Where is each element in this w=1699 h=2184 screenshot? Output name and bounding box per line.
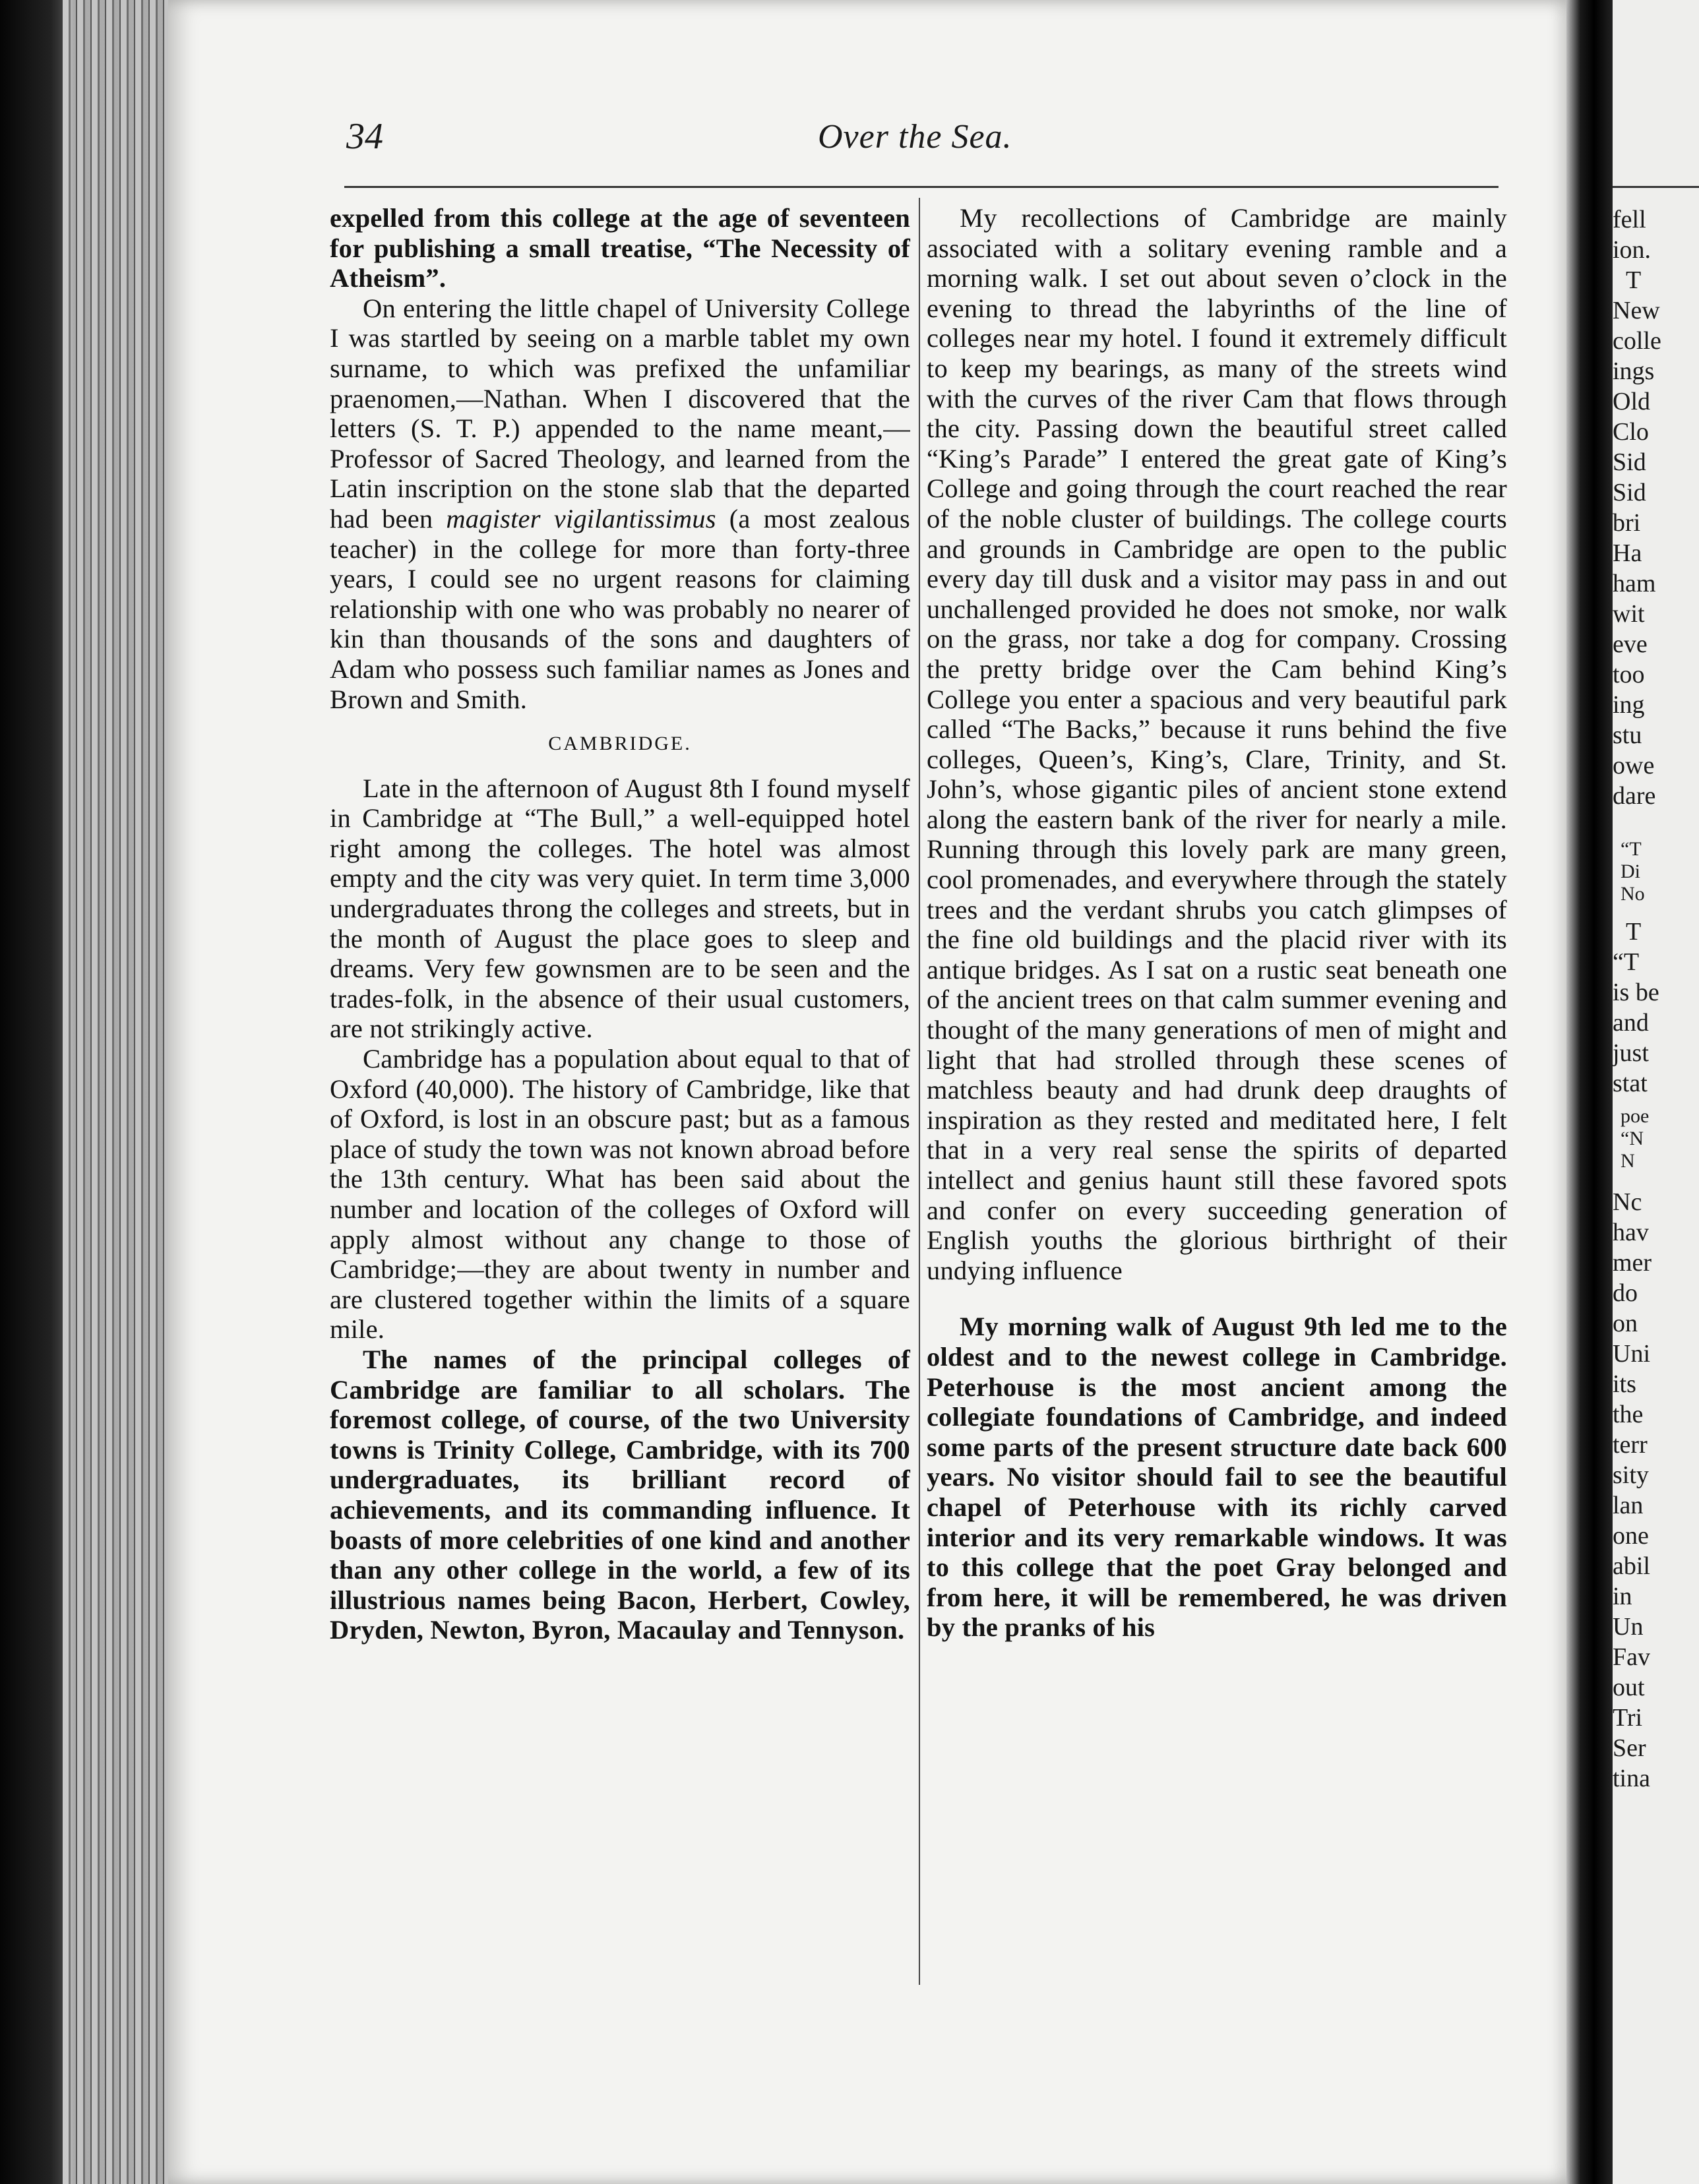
facing-line-fragment: Un bbox=[1613, 1613, 1644, 1641]
paragraph: Cambridge has a population about equal to that of Oxford (40,000). The history of Cambridge, like that of Oxford, is lost in an obscure past; but as a famous place of study the town was not known abroad before the 13th century. What has been said about the number and location of the colleges of Oxford will apply almost without any change to those of Cambridge;—they are about twenty in number and are clustered together within the limits of a square mile. bbox=[330, 1044, 910, 1345]
right-column bbox=[927, 203, 1507, 1643]
facing-line-fragment: Uni bbox=[1613, 1340, 1650, 1368]
facing-line-fragment: Old bbox=[1613, 388, 1650, 415]
facing-line-fragment: “T bbox=[1613, 948, 1640, 976]
facing-line-fragment: Tri bbox=[1613, 1704, 1643, 1732]
facing-line-fragment: Clo bbox=[1613, 418, 1649, 446]
header-rule bbox=[344, 186, 1498, 188]
facing-line-fragment: colle bbox=[1613, 327, 1661, 355]
facing-line-fragment: ion. bbox=[1613, 236, 1652, 264]
facing-line-fragment: on bbox=[1613, 1310, 1638, 1337]
facing-line-fragment: T bbox=[1626, 266, 1642, 294]
paragraph: My morning walk of August 9th led me to the oldest and to the newest college in Cambridge. Peterhouse is the most ancient among the collegiate foundations of Cambridge, and indeed some parts of the present structure date back 600 years. No visitor should fail to see the beautiful chapel of Peterhouse with its richly carved interior and its very remarkable windows. It was to this college that the poet Gray belonged and from here, it will be remembered, he was driven by the pranks of his bbox=[927, 1312, 1507, 1643]
facing-line-fragment: hav bbox=[1613, 1219, 1649, 1246]
facing-line-fragment: Sid bbox=[1613, 448, 1646, 476]
facing-page bbox=[1613, 0, 1699, 2184]
facing-line-fragment: New bbox=[1613, 297, 1660, 324]
facing-line-fragment: sity bbox=[1613, 1461, 1649, 1489]
facing-line-fragment: tina bbox=[1613, 1765, 1650, 1792]
facing-line-fragment: ham bbox=[1613, 570, 1656, 597]
facing-line-fragment: poe bbox=[1621, 1105, 1650, 1127]
paragraph: Late in the afternoon of August 8th I found myself in Cambridge at “The Bull,” a well-equipped hotel right among the colleges. The hotel was almost empty and the city was very quiet. In term time 3,000 undergraduates throng the colleges and streets, but in the month of August the place goes to sleep and dreams. Very few gownsmen are to be seen and the trades-folk, in the absence of their usual customers, are not strikingly active. bbox=[330, 773, 910, 1044]
facing-line-fragment: one bbox=[1613, 1522, 1649, 1550]
facing-line-fragment: and bbox=[1613, 1009, 1649, 1037]
facing-line-fragment: out bbox=[1613, 1674, 1645, 1701]
left-column bbox=[330, 203, 910, 1645]
facing-line-fragment: just bbox=[1613, 1039, 1649, 1067]
facing-header-rule bbox=[1613, 186, 1699, 188]
facing-line-fragment: abil bbox=[1613, 1552, 1650, 1580]
facing-line-fragment: “N bbox=[1621, 1128, 1644, 1149]
facing-line-fragment: do bbox=[1613, 1279, 1638, 1307]
paragraph-text: (a most zealous teacher) in the college for more than forty-three years, I could see no urgent reasons for claiming relationship with one who was probably no nearer of kin than thousands of the sons and daughters of Adam who possess such familiar names as Jones and Brown and Smith. bbox=[330, 503, 910, 714]
facing-line-fragment: mer bbox=[1613, 1249, 1652, 1277]
column-divider bbox=[919, 198, 920, 1985]
paragraph: expelled from this college at the age of seventeen for publishing a small treatise, “The Necessity of Atheism”. bbox=[330, 203, 910, 293]
facing-line-fragment: the bbox=[1613, 1401, 1644, 1428]
facing-line-fragment: Nc bbox=[1613, 1188, 1642, 1216]
facing-line-fragment: eve bbox=[1613, 630, 1648, 658]
facing-line-fragment: fell bbox=[1613, 206, 1646, 233]
left-shadow bbox=[0, 0, 73, 2184]
facing-line-fragment: too bbox=[1613, 661, 1645, 688]
facing-line-fragment: Ha bbox=[1613, 539, 1642, 567]
latin-phrase: magister vigilantissimus bbox=[446, 503, 716, 533]
paragraph: My recollections of Cambridge are mainly associated with a solitary evening ramble and a morning walk. I set out about seven o’clock in the evening to thread the labyrinths of the line of colleges near my hotel. I found it extremely difficult to keep my bearings, as many of the streets wind with the curves of the river Cam that flows through the city. Passing down the beautiful street called “King’s Parade” I entered the great gate of King’s College and going through the court reached the rear of the noble cluster of buildings. The college courts and grounds in Cambridge are open to the public every day till dusk and a visitor may pass in and out unchallenged provided he does not smoke, nor walk on the grass, nor take a dog for company. Crossing the pretty bridge over the Cam behind King’s College you enter a spacious and very beautiful park called “The Backs,” because it runs behind the five colleges, Queen’s, King’s, Clare, Trinity, and St. John’s, whose gigantic piles of ancient stone extend along the eastern bank of the river for nearly a mile. Running through this lovely park are many green, cool promenades, and everywhere through the stately trees and the verdant shrubs you catch glimpses of the fine old buildings and the placid river with its antique bridges. As I sat on a rustic seat beneath one of the ancient trees on that calm summer evening and thought of the many generations of men of might and light that had strolled through these scenes of matchless beauty and had drunk deep draughts of inspiration as they rested and meditated here, I felt that in a very real sense the spirits of departed intellect and genius haunt still these favored spots and confer on every succeeding generation of English youths the glorious birthright of their undying influence bbox=[927, 203, 1507, 1285]
paragraph-text: On entering the little chapel of University College I was startled by seeing on a marble tablet my own surname, to which was prefixed the unfamiliar praenomen,—Nathan. When I discovered that the letters (S. T. P.) appended to the name meant,—Professor of Sacred Theology, and learned from the Latin inscription on the stone slab that the departed had been bbox=[330, 293, 910, 533]
facing-line-fragment: owe bbox=[1613, 752, 1655, 779]
section-heading: CAMBRIDGE. bbox=[548, 733, 692, 755]
facing-line-fragment: ings bbox=[1613, 357, 1655, 385]
facing-line-fragment: in bbox=[1613, 1583, 1632, 1610]
facing-line-fragment: Fav bbox=[1613, 1643, 1650, 1671]
running-head: Over the Sea. bbox=[818, 118, 1012, 156]
facing-line-fragment: stu bbox=[1613, 721, 1642, 749]
paragraph: The names of the principal colleges of Cambridge are familiar to all scholars. The foremost college, of course, of the two University towns is Trinity College, Cambridge, with its 700 undergraduates, its brilliant record of achievements, and its commanding influence. It boasts of more celebrities of one kind and another than any other college in the world, a few of its illustrious names being Bacon, Herbert, Cowley, Dryden, Newton, Byron, Macaulay and Tennyson. bbox=[330, 1344, 910, 1645]
facing-line-fragment: wit bbox=[1613, 600, 1645, 628]
page-number: 34 bbox=[346, 116, 383, 157]
facing-line-fragment: is be bbox=[1613, 979, 1659, 1006]
facing-line-fragment: dare bbox=[1613, 782, 1656, 810]
facing-line-fragment: ing bbox=[1613, 691, 1645, 719]
facing-line-fragment: “T bbox=[1621, 838, 1642, 860]
facing-line-fragment: No bbox=[1621, 883, 1645, 905]
paragraph bbox=[330, 293, 910, 714]
facing-line-fragment: its bbox=[1613, 1370, 1636, 1398]
facing-line-fragment: Ser bbox=[1613, 1734, 1646, 1762]
book-gutter bbox=[1566, 0, 1613, 2184]
facing-line-fragment: terr bbox=[1613, 1431, 1648, 1459]
facing-line-fragment: Di bbox=[1621, 861, 1640, 882]
facing-line-fragment: Sid bbox=[1613, 479, 1646, 506]
facing-line-fragment: lan bbox=[1613, 1492, 1644, 1519]
facing-line-fragment: T bbox=[1626, 918, 1642, 946]
facing-line-fragment: stat bbox=[1613, 1070, 1648, 1097]
facing-line-fragment: bri bbox=[1613, 509, 1641, 537]
facing-line-fragment: N bbox=[1621, 1150, 1635, 1172]
